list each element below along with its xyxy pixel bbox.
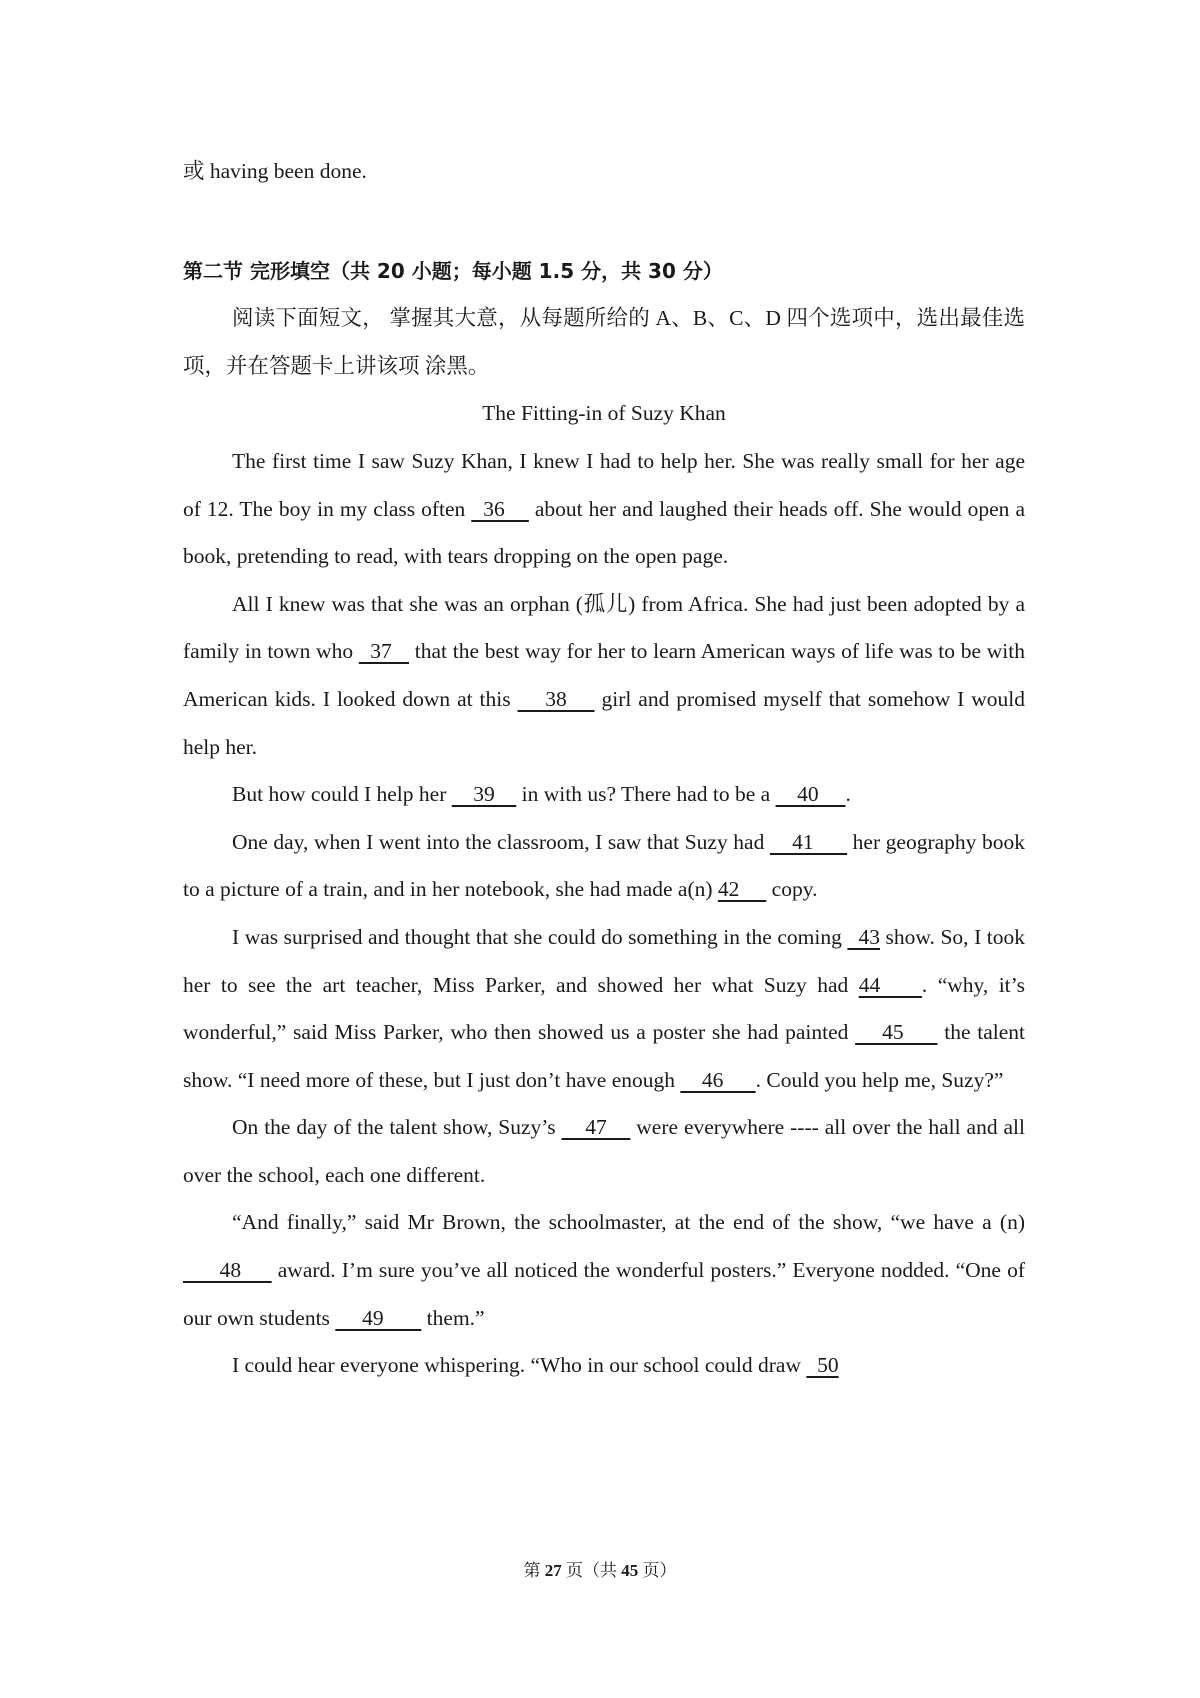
paragraph: I could hear everyone whispering. “Who in our school could draw 50	[232, 1353, 839, 1378]
blank-37: 37	[358, 639, 410, 664]
blank-50: 50	[806, 1353, 839, 1378]
page-number: 27	[544, 1561, 562, 1580]
page-total: 45	[621, 1561, 639, 1580]
blank-44: 44	[858, 972, 922, 997]
passage-title: The Fitting-in of Suzy Khan	[482, 401, 726, 426]
paragraph: I was surprised and thought that she could do something in the coming 43 show. So, I took her to see the art teacher, Miss Parker, and showed her what Suzy had 44 . “why, it’s wonderful,” said Miss Parker, who then showed us a poster she had painted 45 the talent show. “I need more of these, but I just don’t have enough 46 . Could you help me, Suzy?”	[183, 924, 1026, 1092]
section-instruction: 阅读下面短文， 掌握其大意，从每题所给的 A、B、C、D 四个选项中，选出最佳选项，并在答题卡上讲该项 涂黑。	[183, 306, 1025, 378]
intro-line: 或 having been done.	[183, 159, 367, 183]
blank-49: 49	[335, 1305, 422, 1330]
blank-36: 36	[471, 496, 529, 521]
blank-48: 48	[183, 1258, 272, 1283]
paragraph: All I knew was that she was an orphan (孤儿) from Africa. She had just been adopted by a family in town who 37 that the best way for her to learn American ways of life was to be with American kids. I looked down at this 38 girl and promised myself that somehow I would help her.	[183, 591, 1026, 759]
paragraph: “And finally,” said Mr Brown, the schoolmaster, at the end of the show, “we have a (n) 48 award. I’m sure you’ve all noticed the wonderful posters.” Everyone nodded. “One of our own students 49 them.”	[183, 1210, 1025, 1330]
blank-43: 43	[847, 924, 880, 949]
paragraph: The first time I saw Suzy Khan, I knew I had to help her. She was really small for her age of 12. The boy in my class often 36 about her and laughed their heads off. She would open a book, pretending to read, with tears dropping on the open page.	[183, 448, 1025, 569]
paragraph: On the day of the talent show, Suzy’s 47 were everywhere ---- all over the hall and all over the school, each one different.	[183, 1115, 1025, 1187]
blank-46: 46	[680, 1067, 756, 1092]
paragraph: One day, when I went into the classroom, I saw that Suzy had 41 her geography book to a picture of a train, and in her notebook, she had made a(n) 42 copy.	[183, 829, 1025, 902]
blank-42: 42	[717, 877, 767, 902]
section-title: 第二节 完形填空（共 20 小题；每小题 1.5 分，共 30 分）	[183, 258, 723, 283]
blank-45: 45	[855, 1020, 938, 1045]
paragraph: But how could I help her 39 in with us? There had to be a 40 .	[232, 782, 851, 807]
blank-41: 41	[769, 829, 848, 854]
page-content	[183, 148, 1025, 1390]
blank-39: 39	[451, 782, 517, 807]
blank-47: 47	[561, 1115, 631, 1140]
blank-38: 38	[517, 686, 595, 711]
page-footer: 第 27 页（共 45 页）	[523, 1561, 677, 1580]
blank-40: 40	[775, 782, 846, 807]
